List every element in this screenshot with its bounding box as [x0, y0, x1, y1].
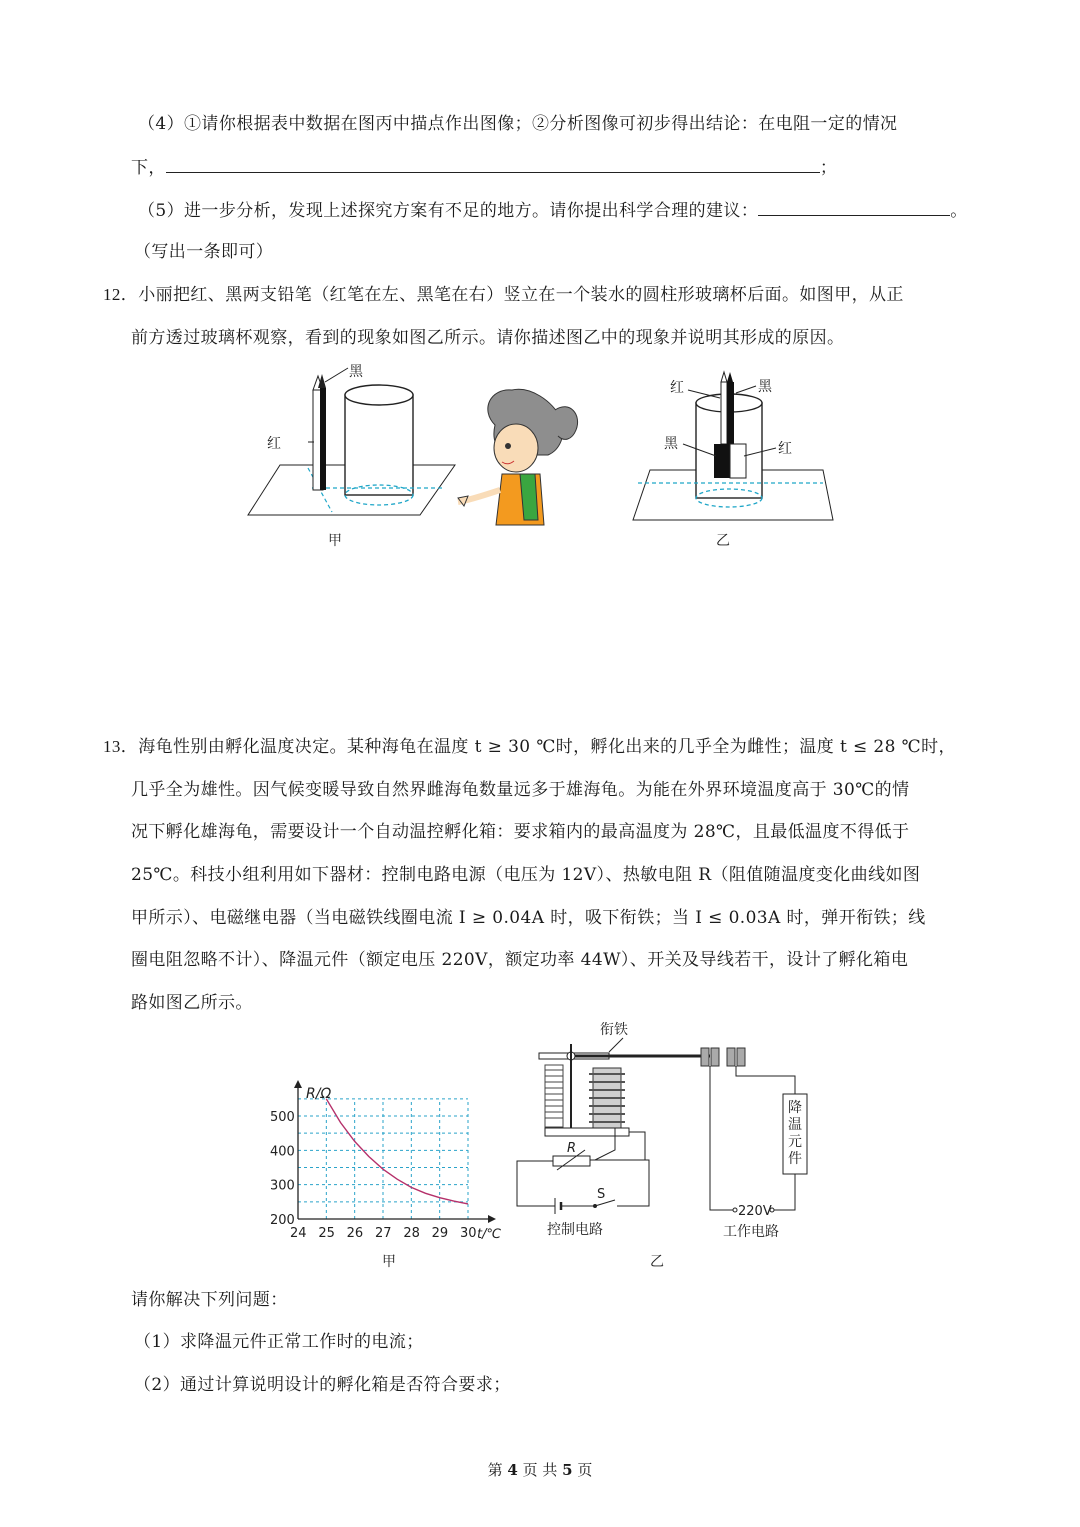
wire — [773, 1174, 795, 1210]
relay-contacts — [701, 1048, 745, 1066]
black-pencil-top — [727, 382, 734, 444]
q12-figure-yi — [628, 368, 838, 553]
x-tick-label: 28 — [403, 1226, 420, 1241]
switch-contact — [593, 1204, 597, 1208]
x-axis-arrow — [488, 1215, 496, 1223]
terminal — [733, 1208, 737, 1212]
q12-figure-jia — [240, 360, 590, 560]
y-tick-label: 500 — [270, 1110, 295, 1125]
page-footer — [0, 1459, 1080, 1480]
label-cooler-char: 降 — [788, 1100, 802, 1116]
q12-text1: 小丽把红、黑两支铅笔（红笔在左、黑笔在右）竖立在一个装水的圆柱形玻璃杯后面。如图甲，从正 — [138, 285, 904, 305]
q13-text-line: 圈电阻忽略不计）、降温元件（额定电压 220V，额定功率 44W）、开关及导线若干，设计了孵化箱电 — [131, 950, 909, 970]
y-tick-label: 300 — [270, 1178, 295, 1194]
q13-text-line: 路如图乙所示。 — [131, 993, 253, 1013]
answer-blank[interactable] — [758, 199, 950, 216]
label-armature: 衔铁 — [600, 1022, 628, 1038]
q11-part5-line2: （写出一条即可） — [134, 242, 274, 262]
wire — [710, 1066, 733, 1210]
q13-text-line: 况下孵化雄海龟，需要设计一个自动温控孵化箱：要求箱内的最高温度为 28℃，且最低温度不得低于 — [131, 822, 910, 842]
q11-part5-line1-prefix: （5）进一步分析，发现上述探究方案有不足的地方。请你提出科学合理的建议： — [138, 201, 759, 221]
wire — [517, 1161, 555, 1206]
label-hong-mid: 红 — [778, 441, 792, 457]
label-work: 工作电路 — [723, 1224, 779, 1240]
q11-part4-line2-suffix: ； — [819, 158, 838, 178]
q11-part4-line2-prefix: 下， — [131, 158, 166, 178]
q13-text-line: 海龟性别由孵化温度决定。某种海龟在温度 t ≥ 30 ℃时，孵化出来的几乎全为雌性；温度 t ≤ 28 ℃时， — [138, 737, 956, 757]
x-tick-label: 24 — [290, 1226, 307, 1241]
q11-part4-line1: （4）①请你根据表中数据在图丙中描点作出图像；②分析图像可初步得出结论：在电阻一定的情况 — [138, 114, 898, 134]
q12-line1 — [103, 284, 904, 306]
y-tick-label: 200 — [270, 1213, 295, 1228]
chart-r-vs-t — [262, 1078, 522, 1278]
footer-mid: 页 共 — [522, 1461, 558, 1479]
label-hei-top: 黑 — [758, 379, 772, 395]
footer-suffix: 页 — [577, 1461, 593, 1479]
label-S: S — [597, 1187, 606, 1202]
chart-grid — [298, 1099, 468, 1219]
glass-cylinder — [345, 395, 413, 495]
label-cooler-char: 件 — [788, 1151, 802, 1167]
leader-line — [325, 368, 348, 382]
girl-illustration — [458, 389, 578, 525]
thermistor-R — [553, 1156, 590, 1166]
black-pencil-tip — [727, 372, 733, 382]
footer-page: 4 — [507, 1461, 518, 1479]
x-tick-label: 29 — [431, 1226, 449, 1241]
footer-prefix: 第 — [487, 1461, 503, 1479]
x-tick-label: 30 — [460, 1226, 477, 1241]
q13-text-line: 几乎全为雄性。因气候变暖导致自然界雌海龟数量远多于雄海龟。为能在外界环境温度高于 30℃的情 — [131, 780, 910, 800]
footer-total: 5 — [562, 1461, 573, 1479]
q11-part4-line2 — [131, 156, 837, 179]
q13-sub1: （1）求降温元件正常工作时的电流； — [134, 1332, 424, 1352]
chart-caption: 甲 — [382, 1254, 396, 1270]
wire — [736, 1066, 795, 1094]
label-cooler-char: 元 — [788, 1134, 802, 1150]
caption-jia: 甲 — [328, 533, 342, 549]
leader-line — [609, 1038, 623, 1052]
label-voltage: 220V — [738, 1204, 772, 1219]
q13-text-line: 甲所示）、电磁继电器（当电磁铁线圈电流 I ≥ 0.04A 时，吸下衔铁；当 I ≤ 0.03A 时，弹开衔铁；线 — [131, 908, 926, 928]
q13-circuit-figure — [505, 1020, 815, 1275]
x-axis-label: t/℃ — [477, 1227, 502, 1242]
spring — [545, 1065, 563, 1127]
red-pencil-top — [721, 382, 727, 444]
q11-part5-line1 — [138, 199, 968, 222]
wire — [617, 1160, 649, 1206]
relay-base — [545, 1128, 629, 1136]
q13-questions-intro: 请你解决下列问题： — [131, 1290, 288, 1310]
leader-line — [736, 386, 756, 393]
label-control: 控制电路 — [547, 1222, 603, 1238]
r-t-curve — [326, 1099, 468, 1204]
label-R: R — [567, 1141, 577, 1156]
red-pencil-image — [730, 444, 746, 478]
q12-line2: 前方透过玻璃杯观察，看到的现象如图乙所示。请你描述图乙中的现象并说明其形成的原因。 — [131, 328, 845, 348]
caption-yi: 乙 — [716, 533, 730, 549]
y-axis-arrow — [294, 1080, 302, 1088]
label-hei-mid: 黑 — [664, 436, 678, 452]
q13-number: 13． — [103, 737, 139, 756]
label-cooler-char: 温 — [788, 1117, 802, 1133]
caption-yi: 乙 — [650, 1254, 664, 1270]
black-pencil — [320, 388, 326, 490]
label-cooler — [788, 1100, 802, 1167]
y-tick-label: 400 — [270, 1144, 295, 1160]
glass-rim — [345, 385, 413, 405]
q13-line1 — [103, 736, 956, 758]
label-hei: 黑 — [349, 364, 363, 380]
q11-part5-line1-suffix: 。 — [950, 201, 968, 221]
red-pencil-tip — [721, 372, 727, 382]
q12-number: 12． — [103, 285, 139, 304]
electromagnet — [589, 1068, 625, 1128]
q13-text-line: 25℃。科技小组利用如下器材：控制电路电源（电压为 12V）、热敏电阻 R（阻值随温度变化曲线如图 — [131, 865, 921, 885]
q13-sub2: （2）通过计算说明设计的孵化箱是否符合要求； — [134, 1375, 511, 1395]
label-hong: 红 — [267, 436, 281, 452]
x-tick-label: 26 — [346, 1226, 364, 1241]
black-pencil-image — [714, 444, 730, 478]
y-axis-label: R/Ω — [306, 1086, 332, 1102]
x-tick-label: 27 — [375, 1226, 392, 1241]
x-tick-label: 25 — [318, 1226, 335, 1241]
answer-blank[interactable] — [166, 156, 820, 173]
label-hong-top: 红 — [670, 380, 684, 396]
